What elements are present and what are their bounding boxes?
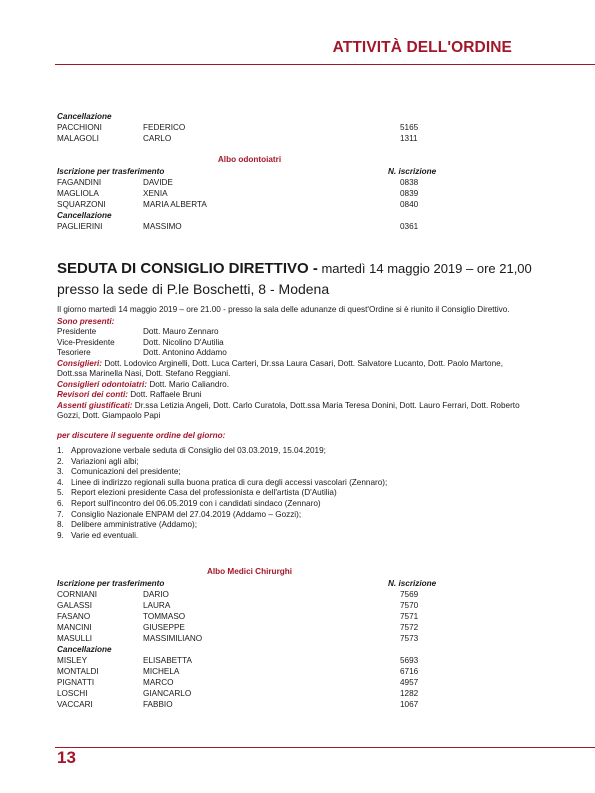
surname-cell: FAGANDINI	[57, 178, 102, 187]
trasferimento-label: Iscrizione per trasferimento	[57, 579, 165, 588]
presenti-label: Sono presenti:	[57, 316, 115, 326]
list-number: 6.	[57, 498, 64, 508]
surname-cell: MONTALDI	[57, 667, 99, 676]
agenda-list	[57, 446, 517, 541]
footer-rule	[55, 747, 595, 748]
cancellazione-label: Cancellazione	[57, 645, 112, 654]
name-cell: CARLO	[143, 134, 172, 143]
number-cell: 1311	[400, 134, 418, 143]
list-text: Consiglio Nazionale ENPAM del 27.04.2019 (Addamo – Gozzi);	[71, 509, 302, 519]
number-cell: 7571	[400, 612, 419, 621]
surname-cell: SQUARZONI	[57, 200, 106, 209]
seduta-title	[57, 259, 537, 299]
list-number: 5.	[57, 488, 64, 498]
role-person: Dott. Antonino Addamo	[143, 348, 227, 357]
list-text: Approvazione verbale seduta di Consiglio del 03.03.2019, 15.04.2019;	[71, 446, 326, 455]
list-number: 8.	[57, 520, 64, 530]
list-number: 1.	[57, 446, 64, 455]
number-cell: 7570	[400, 601, 419, 610]
number-cell: 6716	[400, 667, 419, 676]
name-cell: XENIA	[143, 189, 168, 198]
assenti-text-2: Gozzi, Dott. Giampaolo Papi	[57, 411, 161, 420]
surname-cell: GALASSI	[57, 601, 93, 610]
page-header	[0, 0, 595, 72]
surname-cell: MALAGOLI	[57, 134, 99, 143]
meeting-details	[57, 305, 537, 441]
surname-cell: MAGLIOLA	[57, 189, 99, 198]
name-cell: FEDERICO	[143, 123, 186, 132]
list-item	[57, 510, 517, 521]
number-cell: 5693	[400, 656, 419, 665]
seduta-title-bold: SEDUTA DI CONSIGLIO DIRETTIVO -	[57, 260, 318, 277]
ordine-del-giorno-label: per discutere il seguente ordine del giorno:	[57, 430, 226, 440]
role-person: Dott. Mauro Zennaro	[143, 327, 219, 336]
cancellazione-label: Cancellazione	[57, 112, 112, 121]
number-cell: 0839	[400, 189, 419, 198]
list-item	[57, 457, 517, 468]
list-text: Report elezioni presidente Casa del professionista e dell'artista (D'Autilia)	[71, 488, 337, 498]
list-number: 4.	[57, 477, 64, 487]
consiglieri-text-2: Dott.ssa Marinella Nasi, Dott. Stefano Reggiani.	[57, 369, 231, 378]
consiglieri-text: Dott. Lodovico Arginelli, Dott. Luca Carteri, Dr.ssa Laura Casari, Dott. Salvatore Lucanto, Dott. Paolo Martone,	[102, 358, 503, 368]
page-number: 13	[57, 748, 76, 767]
list-item	[57, 488, 517, 499]
surname-cell: FASANO	[57, 612, 91, 621]
assenti-label: Assenti giustificati:	[57, 400, 133, 410]
name-cell: FABBIO	[143, 700, 173, 709]
number-cell: 4957	[400, 678, 419, 687]
role-label: Presidente	[57, 327, 97, 336]
name-cell: GIANCARLO	[143, 689, 192, 698]
odontoiatri-line	[57, 380, 537, 391]
list-number: 3.	[57, 467, 64, 477]
trasferimento-label: Iscrizione per trasferimento	[57, 167, 165, 176]
seduta-title-date: martedì 14 maggio 2019 – ore 21,00	[317, 261, 532, 276]
assenti-line	[57, 401, 537, 412]
n-iscrizione-label: N. iscrizione	[388, 167, 437, 176]
name-cell: LAURA	[143, 601, 171, 610]
name-cell: MICHELA	[143, 667, 180, 676]
cancellazione-label: Cancellazione	[57, 211, 112, 220]
list-number: 2.	[57, 456, 64, 466]
name-cell: MARCO	[143, 678, 174, 687]
surname-cell: PAGLIERINI	[57, 222, 103, 231]
surname-cell: LOSCHI	[57, 689, 88, 698]
number-cell: 0838	[400, 178, 419, 187]
role-label: Vice-Presidente	[57, 337, 115, 347]
list-item	[57, 467, 517, 478]
surname-cell: PACCHIONI	[57, 123, 102, 132]
list-text: Comunicazioni del presidente;	[71, 467, 181, 477]
assenti-text: Dr.ssa Letizia Angeli, Dott. Carlo Curatola, Dott.ssa Maria Teresa Donini, Dott. Lauro Ferrari, Dott. Roberto	[132, 400, 520, 410]
name-cell: TOMMASO	[143, 612, 186, 621]
surname-cell: PIGNATTI	[57, 678, 95, 687]
number-cell: 7569	[400, 590, 419, 599]
number-cell: 0361	[400, 222, 419, 231]
albo-odontoiatri-heading: Albo odontoiatri	[217, 155, 282, 164]
list-text: Delibere amministrative (Addamo);	[71, 520, 198, 530]
role-row	[57, 338, 537, 349]
consiglieri-label: Consiglieri:	[57, 358, 103, 368]
n-iscrizione-label: N. iscrizione	[388, 579, 437, 588]
number-cell: 1067	[400, 700, 419, 709]
role-row	[57, 327, 537, 338]
list-item	[57, 478, 517, 489]
number-cell: 7572	[400, 623, 419, 632]
surname-cell: CORNIANI	[57, 590, 98, 599]
consiglieri-odontoiatri-label: Consiglieri odontoiatri:	[57, 379, 148, 389]
number-cell: 7573	[400, 634, 419, 643]
name-cell: ELISABETTA	[143, 656, 192, 665]
meeting-intro: Il giorno martedì 14 maggio 2019 – ore 21.00 - presso la sala delle adunanze di quest'Ordine si è riunito il Consiglio Direttivo.	[57, 305, 510, 314]
list-item	[57, 531, 517, 542]
section-title: ATTIVITÀ DELL'ORDINE	[332, 39, 512, 56]
name-cell: GIUSEPPE	[143, 623, 185, 632]
surname-cell: MASULLI	[57, 634, 93, 643]
role-person: Dott. Nicolino D'Autilia	[143, 337, 224, 347]
number-cell: 1282	[400, 689, 419, 698]
name-cell: MARIA ALBERTA	[143, 200, 207, 209]
name-cell: DAVIDE	[143, 178, 173, 187]
consiglieri-odontoiatri-text: Dott. Mario Caliandro.	[147, 379, 229, 389]
surname-cell: VACCARI	[57, 700, 93, 709]
role-row	[57, 348, 537, 359]
list-item	[57, 446, 517, 457]
revisori-text: Dott. Raffaele Bruni	[127, 390, 202, 399]
role-label: Tesoriere	[57, 348, 91, 357]
number-cell: 5165	[400, 123, 419, 132]
list-number: 9.	[57, 530, 64, 540]
revisori-label: Revisori dei conti:	[57, 390, 128, 399]
consiglieri-line	[57, 359, 537, 370]
list-text: Variazioni agli albi;	[71, 456, 139, 466]
header-rule	[55, 64, 595, 65]
list-text: Varie ed eventuali.	[71, 530, 139, 540]
albo-medici-heading: Albo Medici Chirurghi	[206, 567, 293, 576]
revisori-line	[57, 390, 537, 401]
surname-cell: MISLEY	[57, 656, 88, 665]
list-text: Linee di indirizzo regionali sulla buona pratica di cura degli accessi vascolari (Zennaro);	[71, 477, 388, 487]
surname-cell: MANCINI	[57, 623, 92, 632]
list-number: 7.	[57, 509, 64, 519]
list-text: Report sull'incontro del 06.05.2019 con i candidati sindaco (Zennaro)	[71, 498, 321, 508]
name-cell: MASSIMO	[143, 222, 182, 231]
number-cell: 0840	[400, 200, 419, 209]
list-item	[57, 520, 517, 531]
name-cell: DARIO	[143, 590, 169, 599]
list-item	[57, 499, 517, 510]
name-cell: MASSIMILIANO	[143, 634, 203, 643]
seduta-title-location: presso la sede di P.le Boschetti, 8 - Modena	[57, 281, 330, 297]
